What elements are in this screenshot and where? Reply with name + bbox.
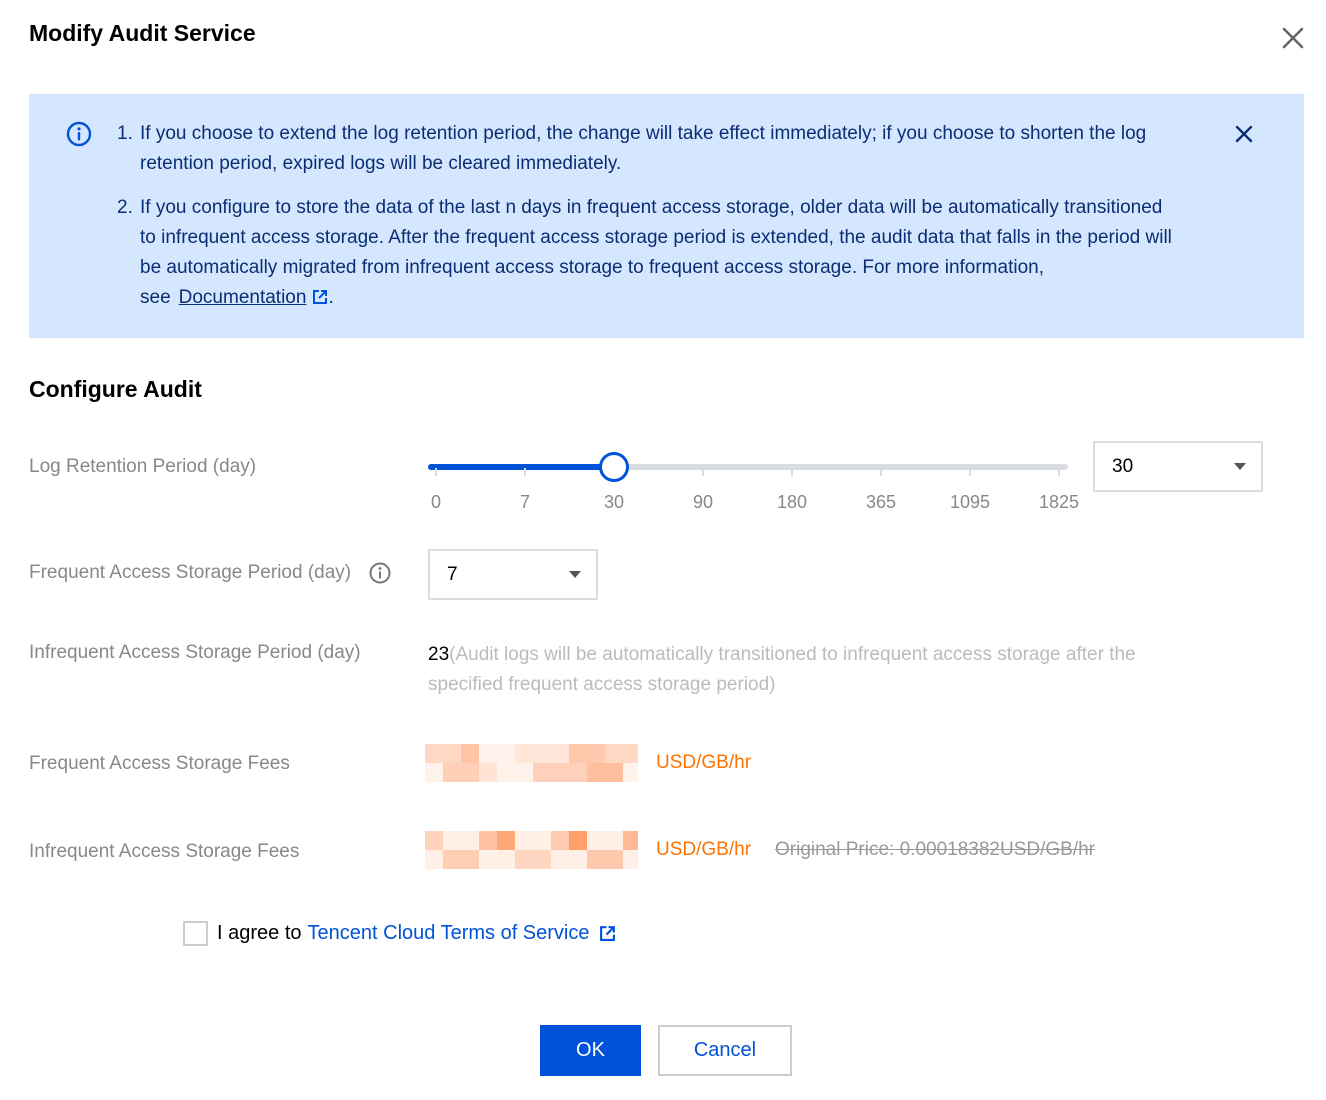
terms-of-service-link[interactable]: Tencent Cloud Terms of Service bbox=[307, 921, 590, 944]
info-icon bbox=[66, 121, 92, 147]
slider-tick-label[interactable]: 30 bbox=[603, 492, 625, 512]
notice-item bbox=[117, 193, 1177, 313]
slider-thumb[interactable] bbox=[599, 452, 629, 482]
slider-tick-label[interactable]: 90 bbox=[692, 492, 714, 512]
infrequent-fees-label: Infrequent Access Storage Fees bbox=[29, 841, 300, 862]
frequent-period-select-value: 7 bbox=[447, 564, 458, 585]
section-title: Configure Audit bbox=[29, 376, 202, 402]
slider-tick-label[interactable]: 1825 bbox=[1038, 492, 1080, 512]
infrequent-period-label: Infrequent Access Storage Period (day) bbox=[29, 642, 361, 663]
notice-banner bbox=[29, 94, 1304, 338]
chevron-down-icon bbox=[569, 571, 581, 578]
notice-item bbox=[117, 119, 1177, 179]
slider-tick-label[interactable]: 1095 bbox=[949, 492, 991, 512]
infrequent-period-days: 23 bbox=[428, 644, 450, 665]
slider-tick-label[interactable]: 180 bbox=[776, 492, 808, 512]
notice-item-end: . bbox=[328, 287, 334, 308]
cancel-button[interactable]: Cancel bbox=[658, 1025, 792, 1076]
slider-tick-label[interactable]: 0 bbox=[430, 492, 442, 512]
original-price: Original Price: 0.00018382USD/GB/hr bbox=[775, 839, 1095, 860]
ok-button[interactable]: OK bbox=[540, 1025, 641, 1076]
info-icon[interactable] bbox=[369, 562, 391, 584]
external-link-icon[interactable] bbox=[312, 289, 328, 305]
retention-label: Log Retention Period (day) bbox=[29, 456, 257, 477]
notice-item-number: 1. bbox=[117, 123, 133, 144]
frequent-fees-price-redacted bbox=[425, 744, 638, 782]
frequent-period-select[interactable] bbox=[428, 549, 598, 600]
slider-tick-label[interactable]: 365 bbox=[865, 492, 897, 512]
infrequent-period-note: (Audit logs will be automatically transitioned to infrequent access storage after the specified frequent access storage period) bbox=[428, 644, 1136, 695]
notice-item-text: If you configure to store the data of the last n days in frequent access storage, older data will be automatically transitioned to infrequent access storage. After the frequent access storage period is extended, the audit data that falls in the period will be automatically migrated from infrequent access storage to frequent access storage. For more information, see bbox=[140, 197, 1172, 308]
notice-item-number: 2. bbox=[117, 197, 133, 218]
retention-select-value: 30 bbox=[1112, 456, 1134, 477]
agree-checkbox[interactable] bbox=[183, 921, 208, 946]
slider-tick bbox=[524, 468, 526, 476]
agreement-row bbox=[183, 919, 616, 947]
retention-select[interactable] bbox=[1093, 441, 1263, 492]
documentation-link[interactable]: Documentation bbox=[178, 287, 307, 308]
slider-fill bbox=[428, 464, 614, 470]
external-link-icon[interactable] bbox=[599, 925, 616, 942]
slider-tick bbox=[702, 468, 704, 476]
close-dialog-button[interactable] bbox=[1279, 24, 1307, 52]
slider-tick bbox=[791, 468, 793, 476]
notice-item-text: If you choose to extend the log retention period, the change will take effect immediately; if you choose to shorten the log retention period, expired logs will be cleared immediately. bbox=[140, 123, 1147, 174]
infrequent-fees-price-redacted bbox=[425, 831, 638, 869]
infrequent-fees-unit: USD/GB/hr bbox=[656, 839, 752, 860]
slider-tick-label[interactable]: 7 bbox=[519, 492, 531, 512]
slider-tick bbox=[969, 468, 971, 476]
slider-tick bbox=[880, 468, 882, 476]
dialog-title: Modify Audit Service bbox=[29, 20, 256, 46]
retention-slider[interactable] bbox=[427, 450, 1087, 520]
slider-tick bbox=[435, 468, 437, 476]
notice-list bbox=[117, 119, 1177, 313]
close-icon[interactable] bbox=[1279, 24, 1307, 52]
frequent-fees-unit: USD/GB/hr bbox=[656, 752, 752, 773]
infrequent-period-value bbox=[428, 640, 1198, 700]
agreement-text: I agree to bbox=[217, 921, 302, 944]
notice-close-button[interactable] bbox=[1232, 122, 1256, 146]
frequent-period-label: Frequent Access Storage Period (day) bbox=[29, 562, 352, 583]
close-icon[interactable] bbox=[1232, 122, 1256, 146]
chevron-down-icon bbox=[1234, 463, 1246, 470]
frequent-fees-label: Frequent Access Storage Fees bbox=[29, 753, 290, 774]
slider-tick bbox=[1058, 468, 1060, 476]
